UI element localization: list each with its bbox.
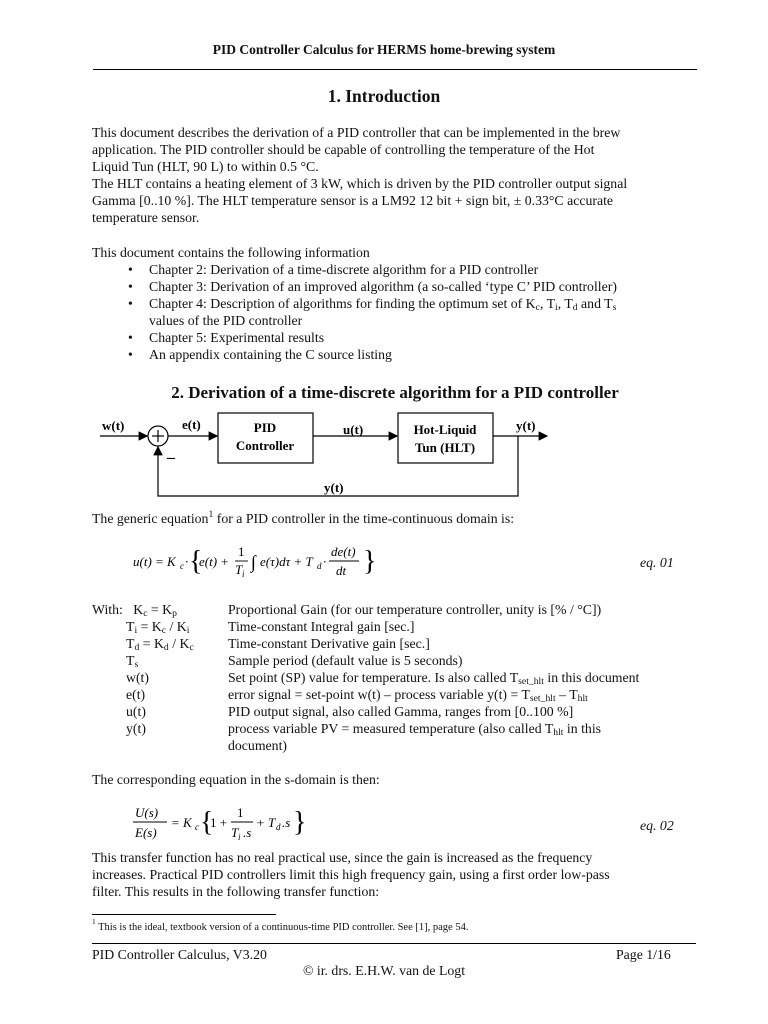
definition-row: $T_i = K_c / K_i$ Time-constant Integral gain [sec.] (126, 619, 415, 636)
definition-row: e(t) error signal = set-point w(t) – process variable $y(t) = T_{set\_hlt} - T_{hlt}$ (126, 687, 588, 704)
svg-text:d: d (276, 822, 281, 832)
svg-text:∫: ∫ (251, 552, 256, 572)
control-loop-diagram (90, 410, 550, 500)
list-item: • Chapter 2: Derivation of a time-discrete algorithm for a PID controller (92, 261, 702, 278)
svg-text:i: i (238, 832, 241, 842)
svg-text:·: · (185, 554, 189, 569)
svg-text:T: T (235, 562, 243, 577)
svg-text:= K: = K (171, 815, 192, 830)
footnote-divider (92, 914, 276, 915)
definition-row: With: $K_c = K_p$ Proportional Gain (for our temperature controller, unity is [% / °C]) (92, 602, 602, 619)
s-domain-text: The corresponding equation in the s-domain is then: (92, 772, 380, 787)
svg-text:}: } (293, 807, 307, 838)
label-y: y(t) (516, 418, 536, 433)
section-2-title: 2. Derivation of a time-discrete algorithm for a PID controller (171, 383, 619, 402)
label-hlt-1: Hot-Liquid (413, 422, 477, 437)
svg-text:{: { (189, 546, 203, 577)
equation-01-number: eq. 01 (640, 555, 674, 570)
svg-text:T: T (231, 825, 239, 840)
svg-text:i: i (242, 569, 245, 579)
svg-text:c: c (180, 561, 184, 571)
intro-line: Gamma [0..10 %]. The HLT temperature sensor is a LM92 12 bit + sign bit, ± 0.33°C accurate (92, 193, 614, 208)
svg-text:de(t): de(t) (331, 544, 356, 559)
footer-document-version: PID Controller Calculus, V3.20 (92, 947, 267, 962)
page-header: PID Controller Calculus for HERMS home-brewing system (212, 42, 556, 57)
list-item: • Chapter 3: Derivation of an improved algorithm (a so-called ‘type C’ PID controller) (92, 278, 702, 295)
intro-paragraph (92, 124, 702, 226)
svg-text:.s: .s (282, 815, 291, 830)
contents-list (92, 261, 702, 363)
svg-text:c: c (195, 822, 199, 832)
label-minus: – (167, 449, 175, 466)
intro-line: This document describes the derivation of a PID controller that can be implemented in the brew (92, 125, 621, 140)
section-1-title: 1. Introduction (327, 86, 441, 106)
intro-line: The HLT contains a heating element of 3 kW, which is driven by the PID controller output signal (92, 176, 628, 191)
svg-text:1: 1 (238, 544, 245, 559)
svg-text:+ T: + T (256, 815, 276, 830)
hlt-plant-block (398, 413, 493, 463)
footer-divider (92, 943, 696, 944)
label-e: e(t) (182, 417, 201, 432)
equation-02-number: eq. 02 (640, 818, 674, 833)
svg-text:e(t) +: e(t) + (199, 554, 230, 569)
definition-row: $T_d = K_d / K_c$ Time-constant Derivative gain [sec.] (126, 636, 430, 653)
label-y-feedback: y(t) (324, 480, 344, 495)
contents-intro: This document contains the following information (92, 245, 370, 260)
svg-text:d: d (317, 561, 322, 571)
list-item: • An appendix containing the C source listing (92, 346, 702, 363)
definition-row: y(t) process variable PV = measured temperature (also called $T_{hlt}$ in this document) (126, 721, 602, 753)
intro-line: Liquid Tun (HLT, 90 L) to within 0.5 °C. (92, 159, 319, 174)
svg-text:1: 1 (237, 805, 244, 820)
list-item: • Chapter 5: Experimental results (92, 329, 702, 346)
equation-01 (133, 540, 403, 582)
transfer-function-paragraph: This transfer function has no real practical use, since the gain is increased as the frequency increases. Practical PID controllers limit this high frequency gain, using a first order low-pass filter. This results in the following transfer function: (92, 850, 610, 899)
label-pid-1: PID (253, 420, 277, 435)
generic-equation-text: The generic equation$^1$ for a PID controller in the time-continuous domain is: (92, 509, 515, 526)
svg-text:u(t) = K: u(t) = K (133, 554, 176, 569)
svg-text:e(τ)dτ + T: e(τ)dτ + T (260, 554, 313, 569)
svg-text:dt: dt (336, 563, 347, 578)
svg-text:{: { (200, 807, 214, 838)
svg-text:.s: .s (243, 825, 252, 840)
footer-copyright: © ir. drs. E.H.W. van de Logt (302, 963, 466, 978)
label-u: u(t) (343, 422, 364, 437)
svg-text:E(s): E(s) (135, 825, 157, 840)
footnote-ref: 1 (208, 509, 214, 520)
definition-row: u(t) PID output signal, also called Gamma, ranges from [0..100 %] (126, 704, 574, 719)
footnote: $^1$ This is the ideal, textbook version of a continuous-time PID controller. See [1], page 54. (92, 917, 469, 933)
header-divider (93, 69, 697, 70)
list-item: • Chapter 4: Description of algorithms for finding the optimum set of $K_c$, $T_i$, $T_d$ and $T_s$ values of the PID controller (92, 295, 702, 329)
definitions-table (92, 601, 702, 754)
intro-line: temperature sensor. (92, 210, 200, 225)
svg-text:1 +: 1 + (210, 815, 228, 830)
svg-text:U(s): U(s) (135, 805, 159, 820)
intro-line: application. The PID controller should be capable of controlling the temperature of the Hot (92, 142, 595, 157)
footer-page-number: Page 1/16 (616, 947, 671, 962)
definition-row: $T_s$ Sample period (default value is 5 seconds) (126, 653, 463, 670)
label-hlt-2: Tun (HLT) (414, 440, 476, 455)
label-pid-2: Controller (235, 438, 295, 453)
svg-text:}: } (363, 546, 377, 577)
definition-row: w(t) Set point (SP) value for temperature. Is also called $T_{set\_hlt}$ in this document (126, 670, 640, 687)
label-w: w(t) (102, 418, 125, 433)
equation-02 (133, 800, 333, 844)
svg-text:·: · (323, 554, 327, 569)
